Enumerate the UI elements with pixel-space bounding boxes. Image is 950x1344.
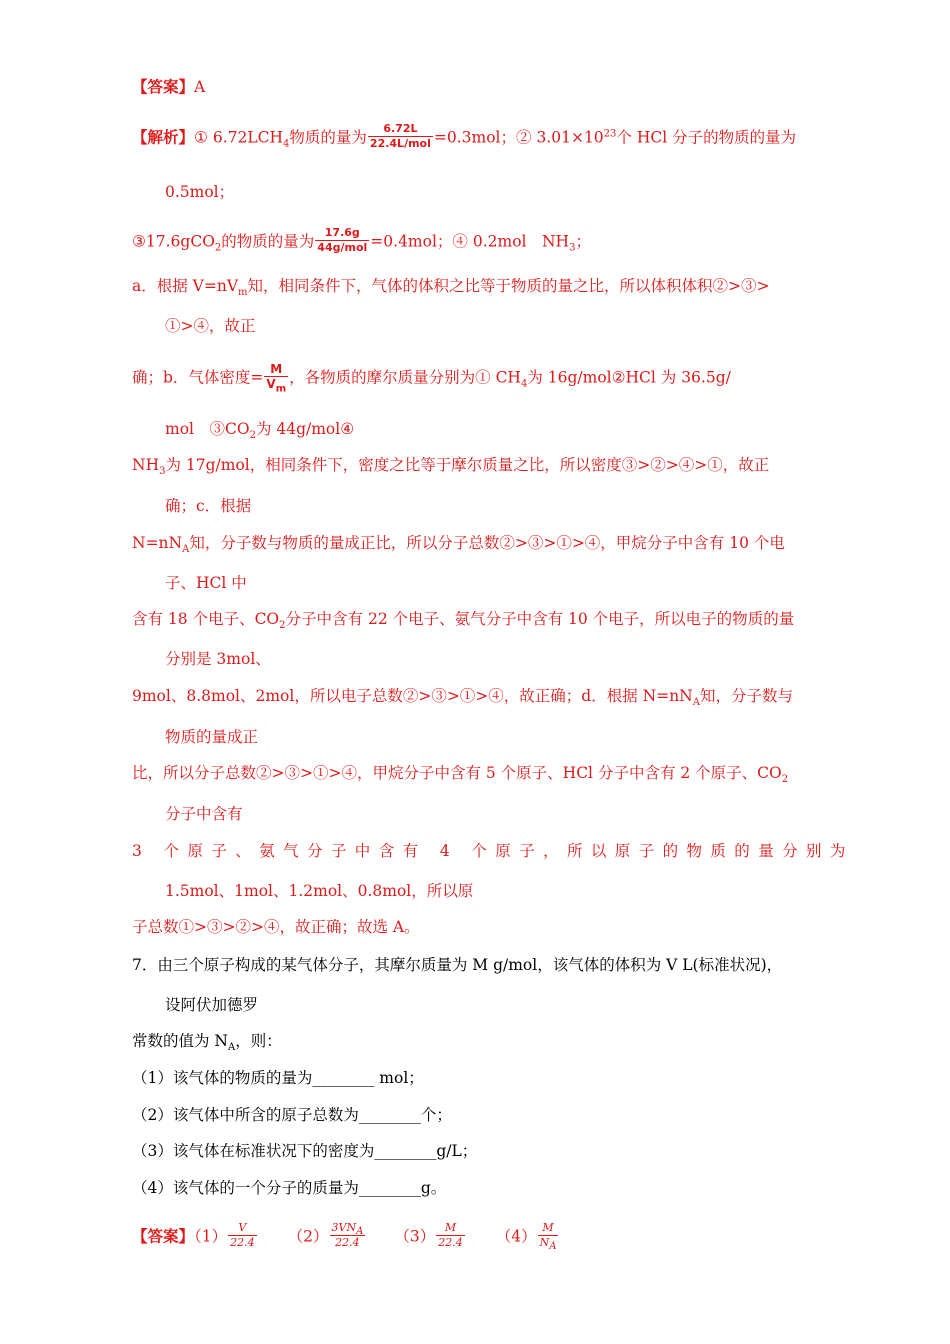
numerator: M bbox=[538, 1221, 559, 1236]
explanation-line-2: 0.5mol； bbox=[165, 183, 235, 201]
text: 为 44g/mol④ bbox=[255, 420, 355, 438]
subscript: 4 bbox=[520, 378, 528, 390]
answer-part-label: （2） bbox=[287, 1227, 329, 1246]
subscript: 3 bbox=[569, 242, 576, 254]
explanation-line-9: 确；c．根据 bbox=[165, 497, 252, 515]
numerator: 17.6g bbox=[315, 226, 369, 241]
text: N=nN bbox=[132, 534, 183, 552]
text: 常数的值为 N bbox=[132, 1032, 228, 1050]
answer-part-label: （4） bbox=[495, 1227, 537, 1246]
text: ③17.6gCO bbox=[132, 232, 215, 251]
explanation-line-6 bbox=[132, 364, 731, 393]
numerator: M bbox=[264, 362, 288, 377]
explanation-line-11: 子、HCl 中 bbox=[165, 574, 247, 592]
subscript: 2 bbox=[279, 620, 286, 632]
subscript: 4 bbox=[283, 138, 290, 150]
denominator: 22.4 bbox=[335, 1236, 360, 1249]
text: 为 16g/mol②HCl 为 36.5g/ bbox=[527, 368, 731, 387]
text: ； bbox=[575, 232, 591, 251]
answer-part-label: （3） bbox=[394, 1227, 436, 1246]
answer-7-line bbox=[132, 1223, 559, 1252]
numerator: 6.72L bbox=[368, 122, 433, 137]
fraction bbox=[264, 362, 288, 395]
subscript: A bbox=[549, 1241, 557, 1253]
denominator: 44g/mol bbox=[317, 241, 368, 254]
answer-value: A bbox=[194, 78, 206, 96]
sub-question-3: （3）该气体在标准状况下的密度为________g/L； bbox=[132, 1142, 478, 1160]
superscript: 23 bbox=[603, 128, 617, 140]
text: 确；b．气体密度= bbox=[132, 368, 264, 387]
text: 9mol、8.8mol、2mol，所以电子总数②>③>①>④，故正确；d．根据 N=nN bbox=[132, 687, 693, 705]
explanation-line-13: 分别是 3mol、 bbox=[165, 650, 271, 668]
explanation-line-20: 子总数①>③>②>④，故正确；故选 A。 bbox=[132, 918, 420, 936]
subscript: A bbox=[692, 697, 700, 709]
fraction bbox=[368, 122, 433, 151]
subscript: 3 bbox=[159, 466, 166, 478]
text: ，则： bbox=[235, 1032, 282, 1050]
explanation-line-14 bbox=[132, 685, 793, 707]
fraction bbox=[315, 226, 369, 255]
text: =0.4mol；④ 0.2mol NH bbox=[370, 232, 570, 251]
text: ① 6.72LCH bbox=[194, 128, 284, 147]
text: 知，分子数与物质的量成正比，所以分子总数②>③>①>④，甲烷分子中含有 10 个电 bbox=[189, 534, 785, 552]
explanation-line-19: 1.5mol、1mol、1.2mol、0.8mol，所以原 bbox=[165, 882, 474, 900]
subscript: A bbox=[182, 544, 190, 556]
subscript: A bbox=[356, 1226, 364, 1238]
subscript: m bbox=[275, 383, 287, 395]
text: 物质的量为 bbox=[289, 128, 367, 147]
explanation-line-4 bbox=[132, 275, 770, 297]
denominator bbox=[264, 377, 288, 395]
text: 3VN bbox=[331, 1221, 357, 1234]
explanation-line-12 bbox=[132, 608, 794, 630]
explanation-line-15: 物质的量成正 bbox=[165, 728, 259, 746]
answer-part-label: （1） bbox=[194, 1227, 228, 1246]
explanation-line-7 bbox=[165, 418, 354, 440]
explanation-line-18: 3 个原子、氨气分子中含有 4 个原子，所以原子的物质的量分别为 bbox=[132, 842, 854, 860]
explanation-line-8 bbox=[132, 454, 769, 476]
explanation-line-16 bbox=[132, 762, 788, 784]
subscript: 2 bbox=[249, 430, 256, 442]
numerator: V bbox=[228, 1221, 257, 1236]
denominator: 22.4 bbox=[438, 1236, 463, 1249]
explanation-line-17: 分子中含有 bbox=[165, 805, 243, 823]
answer-tag: 【答案】 bbox=[132, 1226, 195, 1246]
fraction bbox=[538, 1221, 559, 1253]
question-7-line-3 bbox=[132, 1030, 282, 1052]
text: 比，所以分子总数②>③>①>④，甲烷分子中含有 5 个原子、HCl 分子中含有 2 个原子、CO bbox=[132, 764, 782, 782]
subscript: A bbox=[228, 1042, 236, 1054]
sub-question-2: （2）该气体中所含的原子总数为________个； bbox=[132, 1106, 452, 1124]
text: 的物质的量为 bbox=[221, 232, 315, 251]
text: 含有 18 个电子、CO bbox=[132, 610, 280, 628]
question-7-line-1: 7．由三个原子构成的某气体分子，其摩尔质量为 M g/mol，该气体的体积为 V L(标准状况)， bbox=[132, 956, 783, 974]
text: V bbox=[266, 377, 276, 391]
subscript: m bbox=[238, 287, 248, 299]
text: NH bbox=[132, 456, 160, 474]
explanation-line-5: ①>④，故正 bbox=[165, 317, 256, 335]
numerator: M bbox=[436, 1221, 465, 1236]
denominator: 22.4 bbox=[230, 1236, 255, 1249]
fraction bbox=[228, 1221, 257, 1250]
text: N bbox=[539, 1236, 550, 1249]
answer-line bbox=[132, 76, 205, 98]
text: 为 17g/mol，相同条件下，密度之比等于摩尔质量之比，所以密度③>②>④>①，故正 bbox=[165, 456, 770, 474]
text: 知，分子数与 bbox=[699, 687, 793, 705]
fraction bbox=[330, 1221, 366, 1250]
answer-tag: 【答案】 bbox=[132, 77, 195, 96]
sub-question-1: （1）该气体的物质的量为________ mol； bbox=[132, 1069, 424, 1087]
text: mol ③CO bbox=[165, 420, 250, 438]
explanation-tag: 【解析】 bbox=[132, 127, 195, 147]
denominator bbox=[538, 1236, 559, 1253]
text: a．根据 V=nV bbox=[132, 277, 239, 295]
text: 个 HCl 分子的物质的量为 bbox=[616, 128, 797, 147]
fraction bbox=[436, 1221, 465, 1250]
explanation-line-3 bbox=[132, 228, 591, 257]
denominator: 22.4L/mol bbox=[369, 137, 431, 150]
text: ，各物质的摩尔质量分别为① CH bbox=[289, 368, 521, 387]
sub-question-4: （4）该气体的一个分子的质量为________g。 bbox=[132, 1179, 447, 1197]
text: 分子中含有 22 个电子、氨气分子中含有 10 个电子，所以电子的物质的量 bbox=[285, 610, 795, 628]
subscript: 2 bbox=[214, 242, 222, 254]
numerator bbox=[330, 1221, 366, 1236]
question-7-line-2: 设阿伏加德罗 bbox=[165, 996, 259, 1014]
explanation-line-1 bbox=[132, 124, 796, 153]
subscript: 2 bbox=[781, 774, 789, 786]
text: 知，相同条件下，气体的体积之比等于物质的量之比，所以体积体积②>③> bbox=[247, 277, 770, 295]
explanation-line-10 bbox=[132, 532, 785, 554]
text: =0.3mol；② 3.01×10 bbox=[433, 128, 604, 147]
